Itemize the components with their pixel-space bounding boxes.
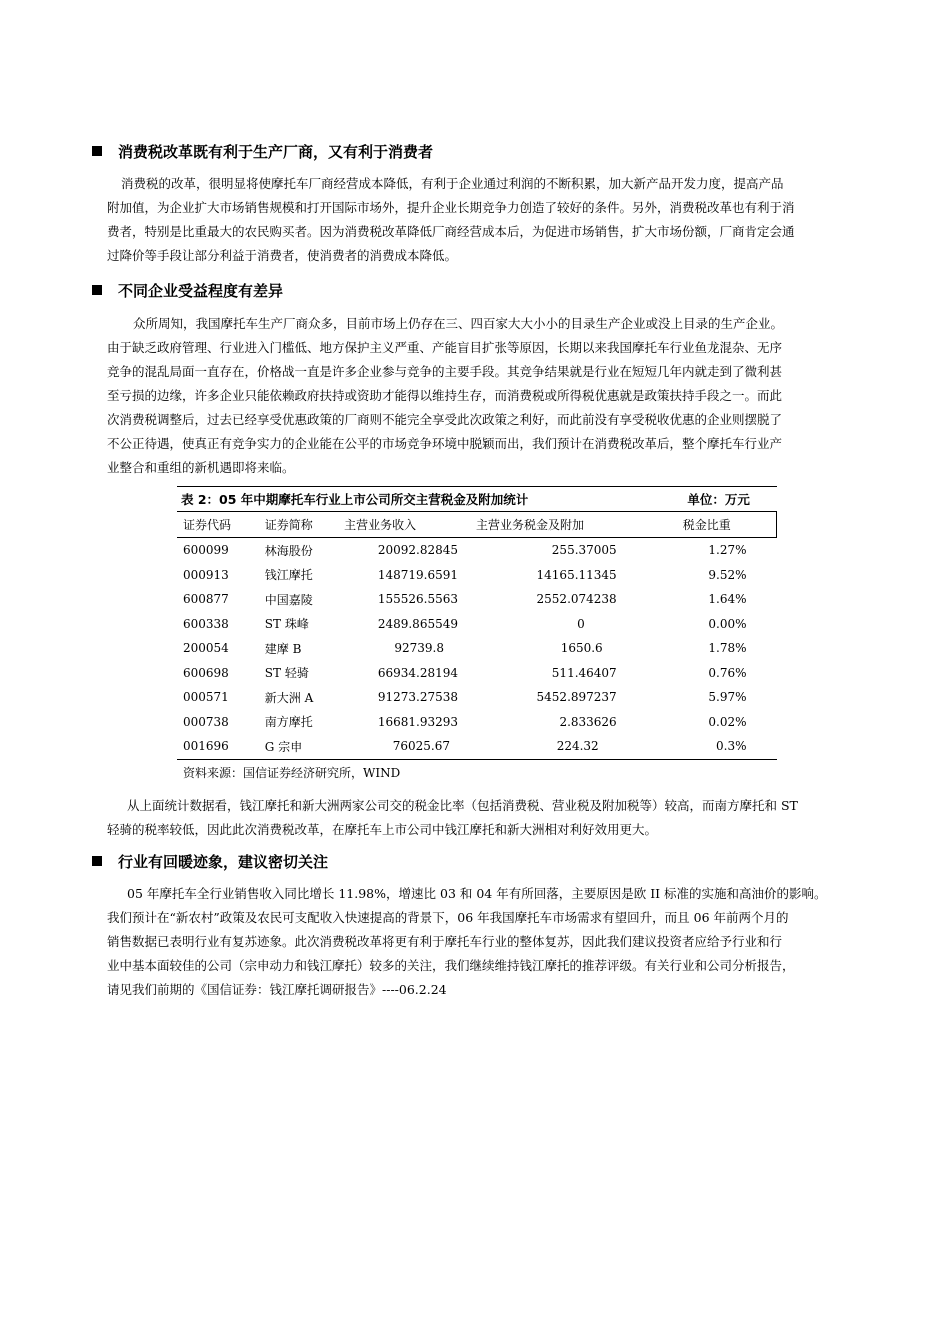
stock-name: 南方摩托 [264,715,313,730]
table-row [177,661,777,686]
main-revenue: 16681.93293 [377,714,458,729]
main-tax: 224.32 [458,734,661,759]
column-header: 主营业务税金及附加 [458,512,661,538]
main-revenue: 66934.28194 [377,665,458,680]
heading-text: 行业有回暖迹象，建议密切关注 [118,853,329,871]
stock-name: ST 珠峰 [264,617,309,632]
main-tax: 1650.6 [560,641,603,656]
stock-code: 200054 [183,641,229,656]
main-tax: 511.46407 [551,665,617,680]
section-heading [92,281,283,301]
tax-ratio: 0.76% [708,665,747,680]
stock-code: 600698 [183,665,229,680]
main-tax: 5452.897237 [536,690,617,705]
column-header: 证券简称 [265,512,344,538]
paragraph-line: 05 年摩托车全行业销售收入同比增长 11.98%，增速比 03 和 04 年有所回落，主要原因是欧 II 标准的实施和高油价的影响。 [127,886,827,901]
heading-text: 消费税改革既有利于生产厂商，又有利于消费者 [118,143,434,161]
section-heading [92,852,328,872]
paragraph-3 [107,794,798,842]
tax-ratio: 1.78% [708,641,747,656]
paragraph-line: 由于缺乏政府管理、行业进入门槛低、地方保护主义严重、产能盲目扩张等原因，长期以来我国摩托车行业鱼龙混杂、无序 [107,340,783,355]
main-revenue: 91273.27538 [377,690,458,705]
square-bullet-icon [92,285,102,295]
stock-name: 林海股份 [264,543,313,558]
column-header: 证券代码 [177,512,265,538]
tax-statistics-table [177,486,777,760]
main-tax: 255.37005 [551,543,617,558]
main-revenue: 2489.865549 [377,616,458,631]
stock-name: 新大洲 A [264,690,314,705]
heading-text: 不同企业受益程度有差异 [118,282,284,300]
table-row [177,685,777,710]
stock-name: 中国嘉陵 [264,592,313,607]
stock-code: 600099 [183,543,229,558]
main-revenue: 76025.67 [344,734,458,759]
stock-code: 000738 [183,714,229,729]
paragraph-line: 销售数据已表明行业有复苏迹象。此次消费税改革将更有利于摩托车行业的整体复苏，因此我们建议投资者应给予行业和行 [107,934,783,949]
stock-name: 建摩 B [264,641,302,656]
column-header: 主营业务收入 [344,512,458,538]
tax-ratio: 0.00% [708,616,747,631]
main-revenue: 155526.5563 [377,592,458,607]
stock-code: 600338 [183,616,229,631]
paragraph-line: 轻骑的税率较低，因此此次消费税改革，在摩托车上市公司中钱江摩托和新大洲相对利好效用更大。 [107,822,658,837]
table-title: 表 2：05 年中期摩托车行业上市公司所交主营税金及附加统计 [177,487,661,512]
table-source: 资料来源：国信证券经济研究所，WIND [183,766,401,780]
stock-name: ST 轻骑 [264,666,309,681]
stock-code: 600877 [183,592,229,607]
table-row [177,710,777,735]
stock-code: 000913 [183,567,229,582]
paragraph-4 [107,882,827,1002]
paragraph-line: 费者，特别是比重最大的农民购买者。因为消费税改革降低厂商经营成本后，为促进市场销售，扩大市场份额，厂商肯定会通 [107,224,795,239]
main-tax: 2.833626 [559,714,617,729]
paragraph-line: 次消费税调整后，过去已经享受优惠政策的厂商则不能完全享受此次政策之利好，而此前没有享受税收优惠的企业则摆脱了 [107,412,783,427]
table-row [177,538,777,563]
paragraph-line: 附加值，为企业扩大市场销售规模和打开国际市场外，提升企业长期竞争力创造了较好的条件。另外，消费税改革也有利于消 [107,200,795,215]
paragraph-line: 我们预计在“新农村”政策及农民可支配收入快速提高的背景下，06 年我国摩托车市场需求有望回升，而且 06 年前两个月的 [107,910,789,925]
tax-ratio: 1.64% [708,592,747,607]
paragraph-line: 过降价等手段让部分利益于消费者，使消费者的消费成本降低。 [107,248,458,263]
main-tax: 14165.11345 [536,567,617,582]
stock-code: 000571 [183,690,229,705]
tax-ratio: 0.02% [708,714,747,729]
table-row [177,636,777,661]
paragraph-line: 众所周知，我国摩托车生产厂商众多，目前市场上仍存在三、四百家大大小小的目录生产企业或没上目录的生产企业。 [133,316,784,331]
paragraph-line: 不公正待遇，使真正有竞争实力的企业能在公平的市场竞争环境中脱颖而出，我们预计在消费税改革后，整个摩托车行业产 [107,436,783,451]
table-row [177,563,777,588]
main-revenue: 20092.82845 [377,543,458,558]
paragraph-line: 从上面统计数据看，钱江摩托和新大洲两家公司交的税金比率（包括消费税、营业税及附加税等）较高，而南方摩托和 ST [127,798,798,813]
stock-name: 钱江摩托 [264,568,313,583]
paragraph-2 [107,312,783,480]
section-heading [92,142,433,162]
main-revenue: 148719.6591 [377,567,458,582]
paragraph-line: 消费税的改革，很明显将使摩托车厂商经营成本降低，有利于企业通过利润的不断积累，加大新产品开发力度，提高产品 [121,176,784,191]
table-row [177,587,777,612]
table-row [177,734,777,759]
table-header-row [177,512,777,538]
main-tax: 0 [577,616,585,631]
main-tax: 2552.074238 [536,592,617,607]
square-bullet-icon [92,146,102,156]
main-revenue: 92739.8 [394,641,444,656]
table-unit: 单位：万元 [661,487,777,512]
paragraph-line: 竞争的混乱局面一直存在，价格战一直是许多企业参与竞争的主要手段。其竞争结果就是行业在短短几年内就走到了微利甚 [107,364,783,379]
tax-ratio: 1.27% [708,543,747,558]
paragraph-line: 业中基本面较佳的公司（宗申动力和钱江摩托）较多的关注，我们继续维持钱江摩托的推荐评级。有关行业和公司分析报告， [107,958,795,973]
tax-ratio: 9.52% [708,567,747,582]
tax-ratio: 5.97% [708,690,747,705]
stock-code: 001696 [177,734,265,759]
paragraph-line: 业整合和重组的新机遇即将来临。 [107,460,295,475]
paragraph-1 [107,172,795,268]
stock-name: G 宗申 [265,734,344,759]
column-header: 税金比重 [661,512,777,538]
paragraph-line: 至亏损的边缘，许多企业只能依赖政府扶持或资助才能得以维持生存，而消费税或所得税优惠就是政策扶持手段之一。而此 [107,388,783,403]
table-title-row [177,487,777,512]
table-row [177,612,777,637]
square-bullet-icon [92,856,102,866]
paragraph-line: 请见我们前期的《国信证券：钱江摩托调研报告》----06.2.24 [107,982,447,997]
tax-ratio: 0.3% [661,734,777,759]
